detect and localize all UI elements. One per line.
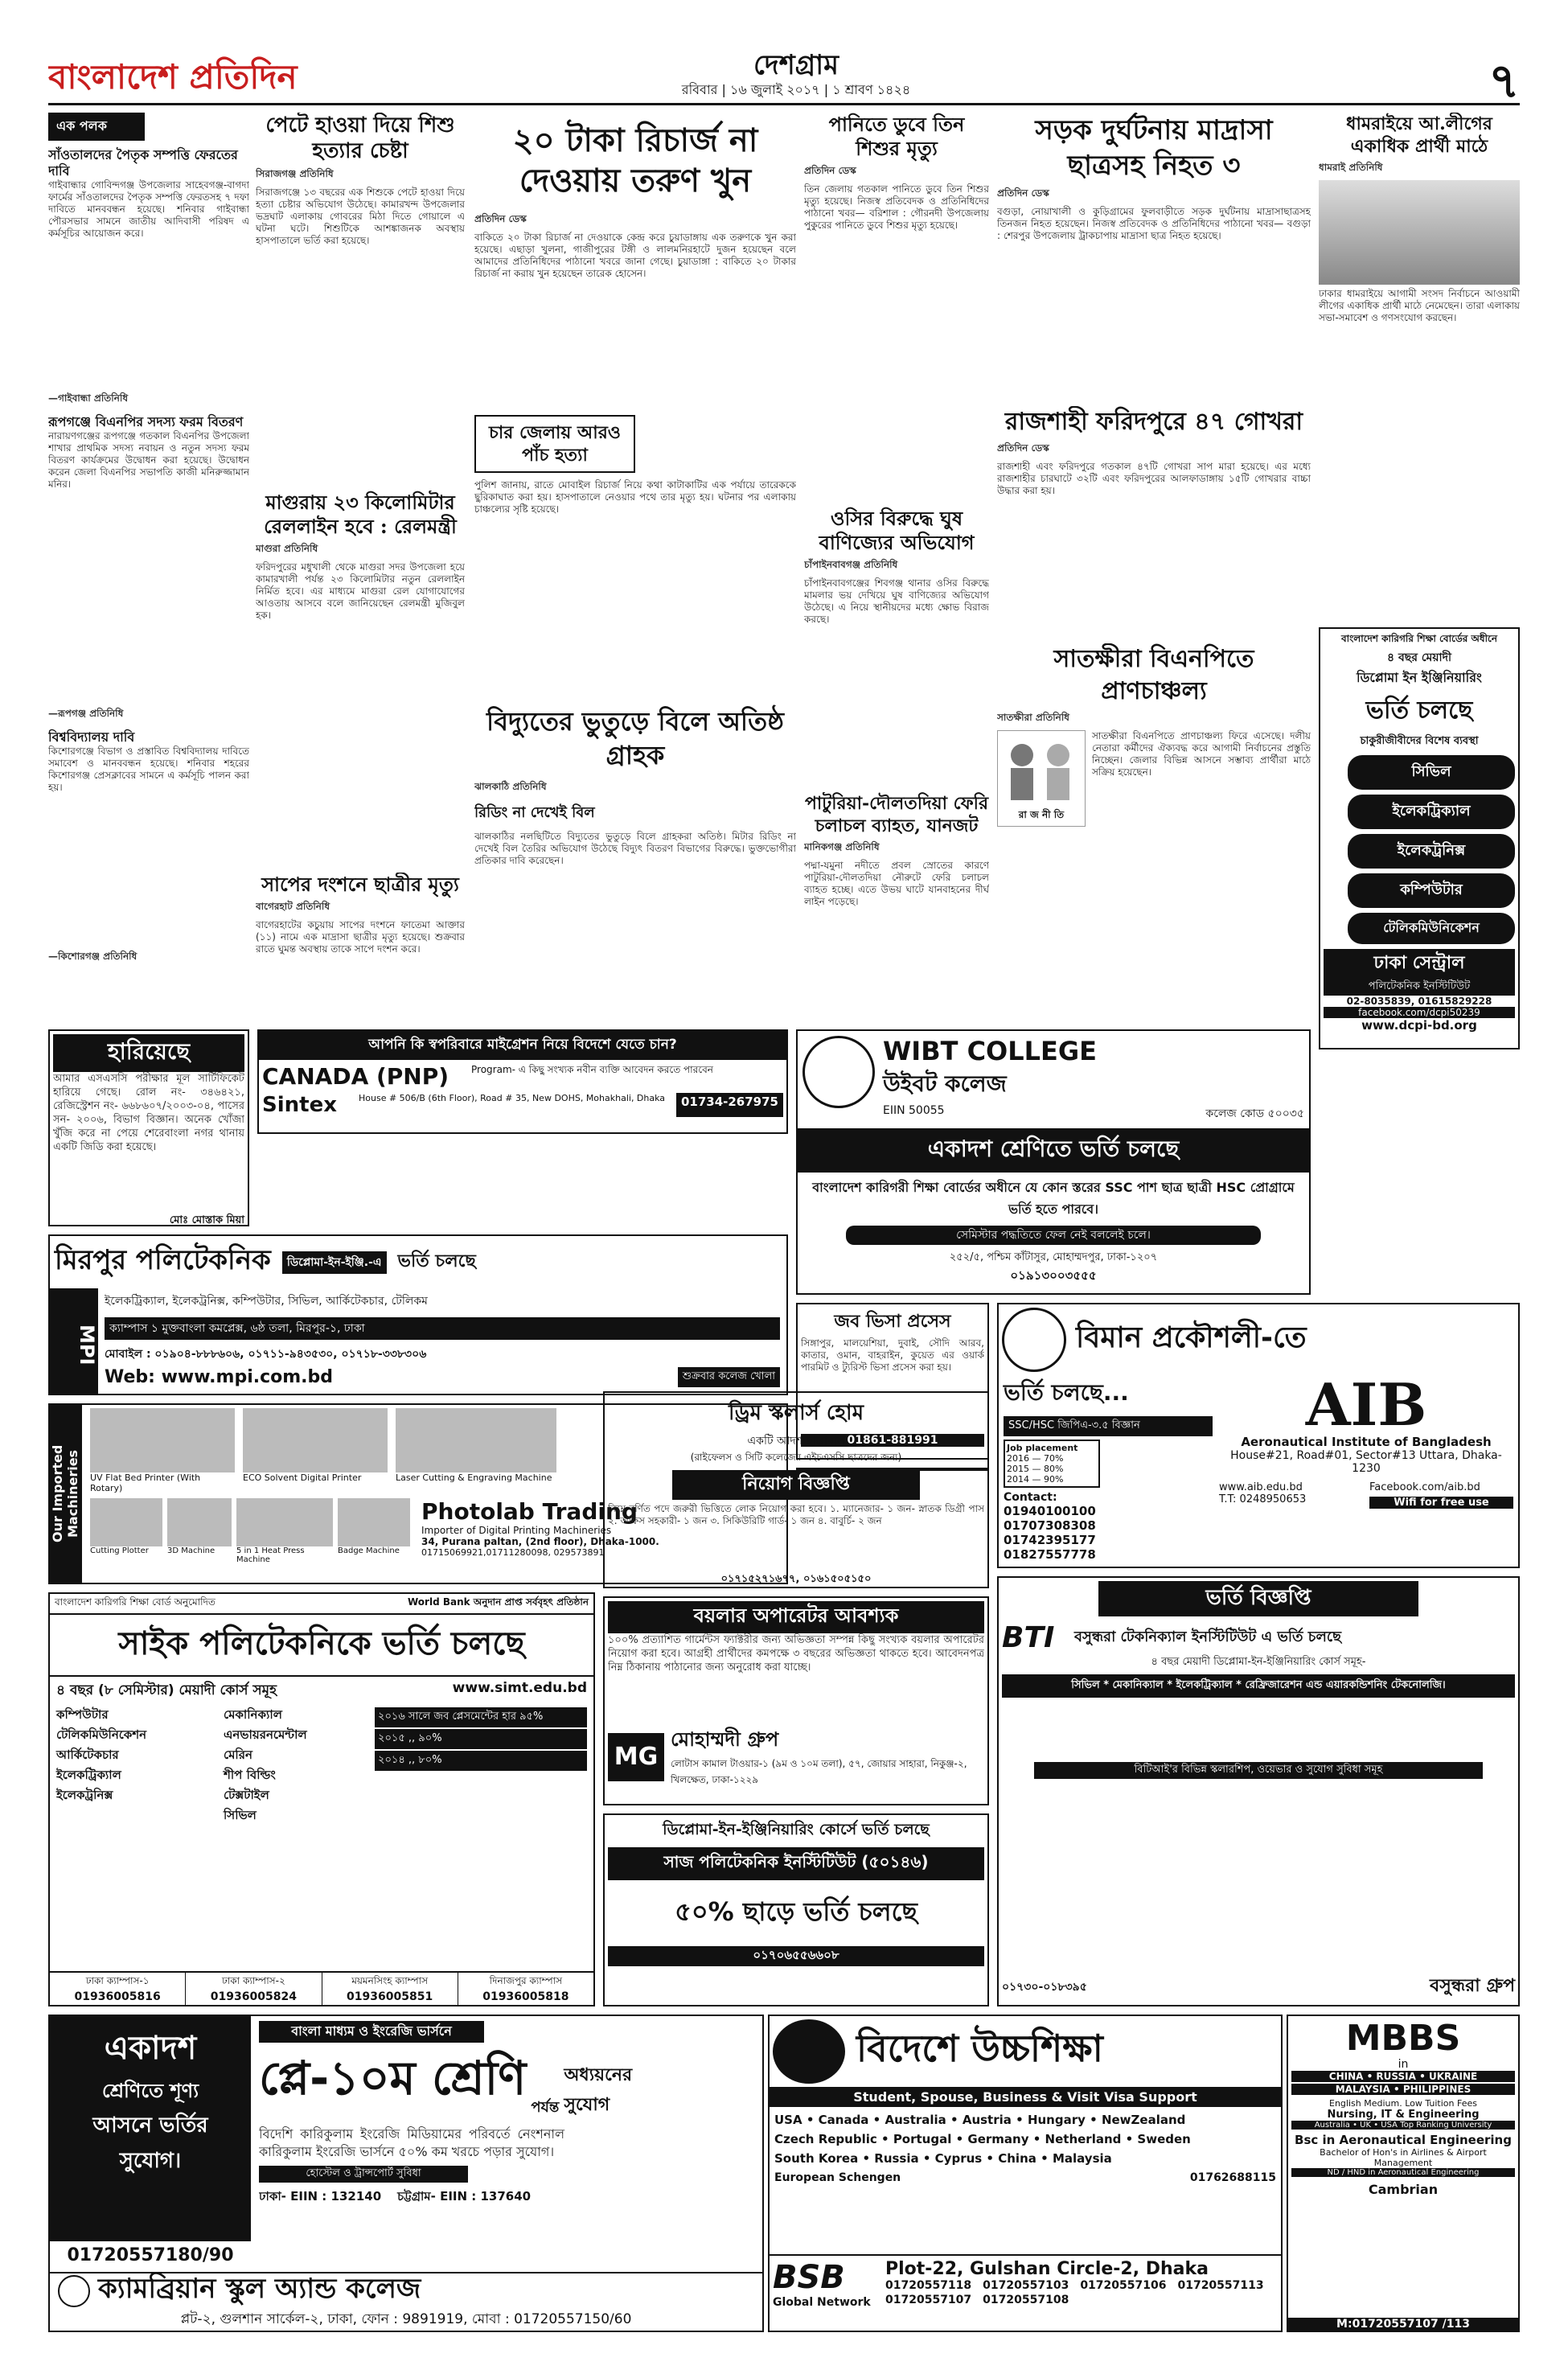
ad-photolab-m5: 3D Machine (167, 1546, 215, 1555)
ad-aib-addr: House#21, Road#01, Sector#13 Uttara, Dhaka-1230 (1230, 1449, 1502, 1475)
ad-mpi-note: শুক্রবার কলেজ খোলা (678, 1367, 780, 1387)
ad-photolab-m3: Laser Cutting & Engraving Machine (396, 1472, 552, 1483)
politics-label: রা জ নী তি (1018, 809, 1065, 820)
ad-mbbs[interactable] (1287, 2015, 1520, 2332)
ad-dream-home[interactable] (603, 1391, 989, 1588)
brief-by-1: —গাইবান্ধা প্রতিনিধি (48, 392, 129, 404)
ad-wibt[interactable] (796, 1029, 1311, 1295)
eco-printer-image (243, 1408, 388, 1472)
ad-bsb-phone-5[interactable]: 01720557107 (885, 2294, 972, 2306)
ad-bsb-country-13: Russia (874, 2151, 919, 2166)
ad-bsb-country-5: Hungary (1027, 2113, 1086, 2127)
brief-body-2: নারায়ণগঞ্জের রূপগঞ্জে গতকাল বিএনপির উপজেলা শাখার প্রাথমিক সদস্য নবায়ন ও নতুন সদস্য ফরম বিতরণ কার্যক্রমের উদ্বোধন করা হয়েছে। উদ্বোধন করেন জেলা বিএনপির সভাপতি কাজী মনিরুজ্জামান মনির। (48, 430, 249, 490)
ad-aib-phone-1[interactable]: 01940100100 (1004, 1504, 1096, 1518)
story-electric (474, 700, 796, 1017)
ad-simt-dept-8: মেরিন (224, 1748, 252, 1762)
ad-aib-contact: Contact: (1004, 1491, 1057, 1504)
story-dhamrai-headline: ধামরাইয়ে আ.লীগের একাধিক প্রার্থী মাঠে (1346, 113, 1492, 157)
ad-mbbs-phone[interactable]: M:01720557107 /113 (1288, 2318, 1518, 2331)
page-number: ৭ (1488, 53, 1520, 101)
aib-logo-icon (1002, 1308, 1066, 1372)
ad-dream-phone[interactable]: ০১৭১৫২৭১৬৭৭, ০১৬১৫০৫১৫০ (720, 1573, 872, 1585)
masthead (48, 44, 1520, 105)
story-lead (474, 113, 796, 688)
ad-wibt-body: বাংলাদেশ কারিগরী শিক্ষা বোর্ডের অধীনে যে কোন স্তরের SSC পাশ ছাত্র ছাত্রী HSC প্রোগ্রামে ভর্তি হতে পারবে। (812, 1180, 1295, 1217)
ad-photolab-m2: ECO Solvent Digital Printer (243, 1472, 362, 1483)
ad-simt-dept-6: মেকানিক্যাল (224, 1707, 282, 1722)
ad-mpi-name: মিরপুর পলিটেকনিক (55, 1244, 271, 1276)
ad-simt-top: বাংলাদেশ কারিগরি শিক্ষা বোর্ড অনুমোদিত (55, 1596, 215, 1608)
ad-aib-p3: 2014 — 90% (1007, 1474, 1064, 1485)
ad-cambrian[interactable] (48, 2015, 764, 2332)
ad-dcpi-top2: ৪ বছর মেয়াদী (1387, 651, 1451, 664)
story-rail-byline: মাগুরা প্রতিনিধি (256, 543, 318, 554)
ad-dream-sub2: (রাইফেলস ও সিটি কলেজের এইচএসসি ছাত্রদের জন্য) (690, 1452, 902, 1463)
ad-dcpi-item-2: ইলেকট্রিক্যাল (1348, 795, 1515, 829)
ad-simt-campus-2-tel[interactable]: 01936005824 (210, 1990, 297, 2003)
ad-mpi-tag: ভর্তি চলছে (397, 1251, 476, 1271)
ad-wibt-addr: ২৫২/৫, পশ্চিম কাঁটাসুর, মোহাম্মদপুর, ঢাকা-১২০৭ (949, 1251, 1158, 1263)
ad-canada-line1: আপনি কি স্বপরিবারে মাইগ্রেশন নিয়ে বিদেশে যেতে চান? (259, 1031, 786, 1060)
cambrian-logo-icon (58, 2275, 90, 2307)
story-lead-sub: চার জেলায় আরও পাঁচ হত্যা (474, 415, 635, 473)
story-satkhira-byline: সাতক্ষীরা প্রতিনিধি (997, 712, 1069, 723)
story-child (256, 113, 465, 483)
ad-photolab-m6: 5 in 1 Heat Press Machine (236, 1546, 305, 1564)
ad-simt-rate-2: ২০১৫ ,, ৯০% (375, 1729, 587, 1749)
dhamrai-photo (1319, 180, 1520, 285)
wibt-logo-icon (802, 1036, 875, 1108)
ad-mbbs-title: MBBS (1345, 2018, 1461, 2059)
ad-saj-title: ডিপ্লোমা-ইন-ইঞ্জিনিয়ারিং কোর্সে ভর্তি চলছে (663, 1821, 930, 1838)
ad-lost[interactable] (48, 1029, 249, 1226)
story-electric-sub: রিডিং না দেখেই বিল (474, 804, 595, 821)
brief-title-2: রূপগঞ্জে বিএনপির সদস্য ফরম বিতরণ (48, 414, 244, 429)
ad-aib[interactable] (997, 1303, 1520, 1568)
ad-saj-off: ৫০% ছাড়ে ভর্তি চলছে (675, 1896, 917, 1927)
story-snake-headline: রাজশাহী ফরিদপুরে ৪৭ গোখরা (1004, 408, 1303, 436)
ad-aib-fb[interactable]: Facebook.com/aib.bd (1369, 1481, 1480, 1493)
ad-cambrian-addr: প্লট-২, গুলশান সার্কেল-২, ঢাকা, ফোন : 9891919, মোবা : 01720557150/60 (180, 2311, 632, 2327)
ad-simt-dept-10: টেক্সটাইল (224, 1788, 269, 1802)
ad-mbbs-bsc: Bsc in Aeronautical Engineering (1295, 2133, 1512, 2147)
ad-bsb-phone-3[interactable]: 01720557106 (1080, 2279, 1167, 2292)
ad-cambrian-big: প্লে-১০ম শ্রেণি (259, 2051, 527, 2105)
ad-wibt-phone[interactable]: ০১৯১৩০০৩৫৫৫ (1010, 1268, 1097, 1283)
ad-bti-brand: BTI (1002, 1621, 1055, 1654)
story-ferry-headline: পাটুরিয়া-দৌলতদিয়া ফেরি চলাচল ব্যাহত, যানজট (804, 793, 989, 836)
ad-boiler-addr: লোটাস কামাল টাওয়ার-১ (৯ম ও ১০ম তলা), ৫৭, জোয়ার সাহারা, নিকুঞ্জ-২, খিলক্ষেত, ঢাকা-১২২৯ (671, 1758, 967, 1785)
brief-column (48, 113, 249, 1017)
story-ferry-body: পদ্মা-যমুনা নদীতে প্রবল স্রোতের কারণে পাটুরিয়া-দৌলতদিয়া নৌরুটে ফেরি চলাচল ব্যাহত হচ্ছে। এতে উভয় ঘাটে যানবাহনের দীর্ঘ লাইন পড়েছে। (804, 860, 989, 907)
story-drown-byline: প্রতিদিন ডেস্ক (804, 165, 856, 176)
story-dhamrai-byline: ধামরাই প্রতিনিধি (1319, 162, 1383, 173)
ad-mpi[interactable] (48, 1234, 788, 1395)
ad-cambrian-paryanta: পর্যন্ত (531, 2099, 560, 2116)
story-drown (804, 113, 989, 499)
ad-boiler-body: ১০০% প্রত্যাশিত গার্মেন্টস ফ্যাক্টরীর জন্য অভিজ্ঞতা সম্পন্ন কিছু সংখ্যক বয়লার অপারেটর নিয়োগ করা হবে। আগ্রহী প্রার্থীদের কমপক্ষে ৩ বছরের অভিজ্ঞতা থাকতে হবে। আবেদনপত্র নিম্ন ঠিকানায় পাঠানোর জন্য অনুরোধ করা যাচ্ছে। (608, 1634, 984, 1674)
ad-simt-dept-1: কম্পিউটার (56, 1707, 109, 1722)
story-electric-headline: বিদ্যুতের ভুতুড়ে বিলে অতিষ্ঠ গ্রাহক (486, 706, 784, 770)
ad-aib-phone-4[interactable]: 01827557778 (1004, 1547, 1096, 1562)
ad-boiler-company: মোহাম্মদী গ্রুপ (671, 1728, 779, 1751)
ad-mpi-phones[interactable]: মোবাইল : ০১৯০৪-৮৮৮৬০৬, ০১৭১১-৯৪৩৫৩০, ০১৭১৮-৩৩৮৩০৬ (105, 1348, 427, 1361)
ad-bsb-country-10: Netherland (1045, 2132, 1122, 2146)
brief-title-1: সাঁওতালদের পৈতৃক সম্পত্তি ফেরতের দাবি (48, 147, 238, 179)
ad-photolab-addr: 34, Purana paltan, (2nd floor), Dhaka-1000. (421, 1536, 659, 1547)
story-road-headline: সড়ক দুর্ঘটনায় মাদ্রাসা ছাত্রসহ নিহত ৩ (1035, 114, 1273, 182)
ad-simt-title: সাইক পলিটেকনিকে ভর্তি চলছে (50, 1613, 593, 1677)
ad-cambrian-phone[interactable]: 01720557180/90 (67, 2245, 234, 2265)
story-satkhira (997, 643, 1311, 1017)
ad-mbbs-bach: Bachelor of Hon's in Airlines & Airport Management (1320, 2147, 1487, 2168)
ad-aib-p2: 2015 — 80% (1007, 1464, 1064, 1474)
ad-bsb-country-1: USA (774, 2113, 802, 2127)
ad-bsb-hotline[interactable]: 01762688115 (1189, 2171, 1276, 2184)
story-satkhira-headline: সাতক্ষীরা বিএনপিতে প্রাণচাঞ্চল্য (1053, 645, 1254, 705)
brief-title-3: বিশ্ববিদ্যালয় দাবি (48, 729, 135, 745)
ad-simt-campus-1: ঢাকা ক্যাম্পাস-১ (85, 1975, 150, 1986)
ad-canada-phone[interactable]: 01734-267975 (676, 1093, 783, 1117)
ad-bsb-phone-4[interactable]: 01720557113 (1177, 2279, 1264, 2292)
ad-simt-top2: World Bank অনুদান প্রাপ্ত সর্ববৃহৎ প্রতিষ্ঠান (408, 1596, 589, 1608)
ad-canada[interactable] (257, 1029, 788, 1134)
ad-aib-elig: SSC/HSC জিপিএ-৩.৫ বিজ্ঞান (1004, 1416, 1213, 1436)
laser-machine-image (396, 1408, 556, 1472)
ad-lost-body: আমার এসএসসি পরীক্ষার মূল সার্টিফিকেট হারিয়ে গেছে। রোল নং- ৩৪৬৪২১, রেজিস্ট্রেশন নং- ৬৬৮৬০৭/২০০৩-০৪, পাসের সন- ২০০৬, বিভাগ বিজ্ঞান। অনেক খোঁজা খুঁজি করে না পেয়ে শেরেবাংলা নগর থানায় একটি জিডি করা হয়েছে। (53, 1073, 244, 1153)
ad-bsb-net: Global Network (773, 2296, 871, 2309)
mg-logo-icon: MG (608, 1733, 664, 1781)
ad-dcpi-adm: ভর্তি চলছে (1365, 696, 1473, 725)
ad-dream-title: ড্রিম স্কলার্স হোম (728, 1401, 864, 1425)
ad-mpi-code: ডিপ্লোমা-ইন-ইঞ্জি.-এ (282, 1251, 387, 1274)
story-lead-body2: পুলিশ জানায়, রাতে মোবাইল রিচার্জ নিয়ে কথা কাটাকাটির এক পর্যায়ে তারেককে ছুরিকাঘাত করা হয়। হাসপাতালে নেওয়ার পথে তার মৃত্যু হয়। ঘটনার পর এলাকায় চাঞ্চল্যের সৃষ্টি হয়েছে। (474, 479, 796, 515)
ad-simt[interactable] (48, 1592, 595, 2006)
ad-bti-note: বিটিআই'র বিভিন্ন স্কলারশিপ, ওয়েভার ও সুযোগ সুবিধা সমূহ (1034, 1762, 1483, 1779)
ad-mbbs-brand: Cambrian (1368, 2182, 1439, 2197)
ad-mbbs-f3: Australia • UK • USA Top Ranking University (1291, 2121, 1515, 2130)
ad-dcpi[interactable] (1319, 627, 1520, 1049)
ad-simt-campus-3: ময়মনসিংহ ক্যাম্পাস (351, 1975, 429, 1986)
story-child-headline: পেটে হাওয়া দিয়ে শিশু হত্যার চেষ্টা (265, 113, 455, 163)
ad-simt-campus-3-tel[interactable]: 01936005851 (347, 1990, 433, 2003)
ad-simt-campus-1-tel[interactable]: 01936005816 (74, 1990, 161, 2003)
ad-bsb-phone-1[interactable]: 01720557118 (885, 2279, 972, 2292)
ad-dcpi-item-3: ইলেকট্রনিক্স (1348, 834, 1515, 869)
ad-lost-title: হারিয়েছে (53, 1034, 244, 1072)
ad-photolab-sub: Importer of Digital Printing Machineries (421, 1525, 612, 1536)
ad-aib-web[interactable]: www.aib.edu.bd (1219, 1481, 1303, 1493)
story-snakebite-body: বাগেরহাটের কচুয়ায় সাপের দংশনে ফাতেমা আক্তার (১১) নামে এক মাদ্রাসা ছাত্রীর মৃত্যু হয়েছে। শুক্রবার রাতে ঘুমন্ত অবস্থায় তাকে সাপে দংশন করে। (256, 919, 465, 955)
ad-mbbs-f2: Nursing, IT & Engineering (1327, 2109, 1480, 2121)
ad-bti[interactable] (997, 1576, 1520, 2006)
ad-canada-line2: Program- এ কিছু সংখ্যক নবীন ব্যক্তি আবেদন করতে পারবেন (471, 1064, 713, 1075)
ad-aib-place: Job placement (1007, 1443, 1078, 1453)
story-dhamrai-body: ঢাকার ধামরাইয়ে আগামী সংসদ নির্বাচনে আওয়ামী লীগের একাধিক প্রার্থী মাঠে নেমেছেন। তারা এলাকায় সভা-সমাবেশ ও গণসংযোগ করছেন। (1319, 288, 1520, 323)
ad-bsb-country-14: Cyprus (934, 2151, 983, 2166)
ad-bsb-eu: European Schengen (774, 2171, 901, 2184)
ad-bsb-brand: BSB (773, 2259, 845, 2296)
ad-simt-campus-4-tel[interactable]: 01936005818 (482, 1990, 569, 2003)
ad-saj-name: সাজ পলিটেকনিক ইনস্টিটিউট (৫০১৪৬) (608, 1847, 984, 1880)
story-snake-body: রাজশাহী এবং ফরিদপুরে গতকাল ৪৭টি গোখরা সাপ মারা হয়েছে। এর মধ্যে রাজশাহীর চারঘাটে ৩২টি এবং ফরিদপুরের আলফাডাঙ্গায় ১৫টি গোখরার বাচ্চা উদ্ধার করা হয়। (997, 461, 1311, 496)
story-child-body: সিরাজগঞ্জে ১৩ বছরের এক শিশুকে পেটে হাওয়া দিয়ে হত্যা চেষ্টার অভিযোগ উঠেছে। কামারখন্দ উপজেলার ভদ্রঘাট এলাকায় গোবরের মিঠা দিতে গোয়ালে এ ঘটনা ঘটে। শিশুটিকে আশঙ্কাজনক অবস্থায় হাসপাতালে ভর্তি করা হয়েছে। (256, 187, 465, 246)
3d-machine-image (167, 1498, 232, 1546)
ad-simt-rate-1: ২০১৬ সালে জব প্লেসমেন্টের হার ৯৫% (375, 1707, 587, 1727)
story-lead-byline: প্রতিদিন ডেস্ক (474, 213, 527, 224)
ad-saj[interactable] (603, 1813, 989, 2006)
ad-wibt-eiin: EIIN 50055 (883, 1104, 945, 1117)
ad-dcpi-item-4: কম্পিউটার (1348, 873, 1515, 908)
story-road (997, 113, 1311, 402)
ad-bsb[interactable]: বিদেশে উচ্চশিক্ষা Student, Spouse, Business & Visit Visa Support USA • Canada • Australia • Austria • Hungary • NewZealand Czech Republic • Portugal • Germany • Netherland • Sweden South Korea • Russia • Cyprus • China • Malaysia European Schengen 01762688115 BSB Global Network Plot-22, Gulshan Circle-2, Dhaka 01720557118 01720557103 01720557106 01720557113 01720557107 01720557108 (768, 2015, 1283, 2332)
ad-wibt-note: সেমিস্টার পদ্ধতিতে ফেল নেই বললেই চলে। (846, 1226, 1261, 1245)
ad-cambrian-name: ক্যামব্রিয়ান স্কুল অ্যান্ড কলেজ (98, 2273, 421, 2305)
ad-aib-adm: ভর্তি চলছে... (1004, 1379, 1129, 1406)
masthead-section: দেশগ্রাম (753, 49, 839, 78)
story-electric-body: ঝালকাঠির নলছিটিতে বিদ্যুতের ভুতুড়ে বিলে গ্রাহকরা অতিষ্ঠ। মিটার রিডিং না দেখেই বিল তৈরির অভিযোগ উঠেছে বিদ্যুৎ বিতরণ বিভাগের বিরুদ্ধে। ভুক্তভোগীরা প্রতিকার দাবি করেছেন। (474, 831, 796, 866)
brief-tag: এক পলক (48, 113, 145, 141)
ad-bsb-phone-2[interactable]: 01720557103 (983, 2279, 1069, 2292)
ad-bti-title: ভর্তি বিজ্ঞপ্তি (1098, 1581, 1418, 1616)
story-bribe-body: চাঁপাইনবাবগঞ্জের শিবগঞ্জ থানার ওসির বিরুদ্ধে মামলার ভয় দেখিয়ে ঘুষ বাণিজ্যের অভিযোগ উঠেছে। এ নিয়ে স্থানীয়দের মধ্যে ক্ষোভ বিরাজ করছে। (804, 577, 989, 625)
ad-simt-course: ৪ বছর (৮ সেমিস্টার) মেয়াদী কোর্স সমূহ (56, 1682, 277, 1698)
ad-mbbs-c2: MALAYSIA • PHILIPPINES (1291, 2084, 1515, 2095)
ad-mbbs-c1: CHINA • RUSSIA • UKRAINE (1291, 2071, 1515, 2082)
brief-body-3: কিশোরগঞ্জে বিভাগ ও প্রস্তাবিত বিশ্ববিদ্যালয় দাবিতে সমাবেশ ও মানববন্ধন হয়েছে। শনিবার শহরের কিশোরগঞ্জ প্রেসক্লাবের সামনে এ কর্মসূচি পালন করা হয়। (48, 745, 249, 793)
heatpress-image (236, 1498, 333, 1546)
ad-wibt-bn: উইবট কলেজ (883, 1070, 1007, 1097)
ad-dcpi-fb[interactable]: facebook.com/dcpi50239 (1324, 1007, 1515, 1018)
ad-bsb-addr: Plot-22, Gulshan Circle-2, Dhaka (885, 2259, 1209, 2279)
ad-photolab-side: Our Imported Machineries (50, 1405, 82, 1583)
ad-cambrian-desc: বিদেশি কারিকুলাম ইংরেজি মিডিয়ামের পরিবর্তে নেংশনাল কারিকুলাম ইংরেজি ভার্সনে ৫০% কম খরচে পড়ার সুযোগ। (259, 2126, 564, 2159)
ad-bti-group: বসুন্ধরা গ্রুপ (1429, 1976, 1515, 1996)
politics-illustration (997, 730, 1086, 827)
ad-dcpi-phone[interactable]: 02-8035839, 01615829228 (1346, 996, 1492, 1007)
ad-photolab-m1: UV Flat Bed Printer (With Rotary) (90, 1472, 201, 1493)
ad-bsb-phone-6[interactable]: 01720557108 (983, 2294, 1069, 2306)
story-road-body: বগুড়া, নোয়াখালী ও কুড়িগ্রামের ফুলবাড়ীতে সড়ক দুর্ঘটনায় মাদ্রাসাছাত্রসহ তিনজন নিহত হয়েছেন। নিজস্ব প্রতিবেদক ও প্রতিনিধিদের পাঠানো খবর— বগুড়া : শেরপুর উপজেলায় ট্রাকচাপায় মাদ্রাসা ছাত্র নিহত হয়েছে। (997, 206, 1311, 241)
ad-mbbs-nd: ND / HND in Aeronautical Engineering (1291, 2168, 1515, 2177)
ad-canada-name: CANADA (PNP) (262, 1063, 449, 1090)
ad-bsb-country-7: Czech Republic (774, 2132, 877, 2146)
ad-bsb-country-12: South Korea (774, 2151, 859, 2166)
brief-by-3: —কিশোরগঞ্জ প্রতিনিধি (48, 951, 138, 962)
ad-jobvisa-body: সিঙ্গাপুর, মালয়েশিয়া, দুবাই, সৌদি আরব, কাতার, ওমান, বাহরাইন, কুয়েত এর ওয়ার্ক পারমিট ও ট্যুরিস্ট ভিসা প্রসেস করা হয়। (801, 1337, 984, 1373)
ad-aib-wifi: Wifi for free use (1369, 1497, 1513, 1509)
ad-canada-brand: Sintex (262, 1093, 337, 1117)
story-electric-byline: ঝালকাঠি প্রতিনিধি (474, 781, 547, 792)
ad-lost-sign: মোঃ মোস্তাক মিয়া (169, 1214, 244, 1226)
story-child-byline: সিরাজগঞ্জ প্রতিনিধি (256, 168, 334, 179)
ad-bti-name: বসুন্ধরা টেকনিক্যাল ইনস্টিটিউট এ ভর্তি চলছে (1074, 1629, 1342, 1645)
story-rail-headline: মাগুরায় ২৩ কিলোমিটার রেললাইন হবে : রেলমন্ত্রী (264, 491, 457, 538)
story-ferry (804, 792, 989, 1017)
ad-dream-niyog: নিয়োগ বিজ্ঞপ্তি (672, 1470, 920, 1500)
uv-printer-image (90, 1408, 235, 1472)
story-bribe-byline: চাঁপাইনবাবগঞ্জ প্রতিনিধি (804, 559, 898, 570)
ad-dream-sub: একটি আদর্শ ছাত্রাবাস (747, 1435, 845, 1448)
ad-mpi-addr: ক্যাম্পাস ১ মুক্তবাংলা কমপ্লেক্স, ৬ষ্ঠ তলা, মিরপুর-১, ঢাকা (105, 1317, 780, 1340)
bsb-badge-icon (773, 2019, 845, 2084)
ad-wibt-code: কলেজ কোড ৫০০৩৫ (1205, 1107, 1304, 1120)
ad-simt-dept-9: শীপ বিল্ডিং (224, 1768, 276, 1782)
ad-simt-dept-3: আর্কিটেকচার (56, 1748, 119, 1762)
story-lead-headline: ২০ টাকা রিচার্জ না দেওয়ায় তরুণ খুন (512, 121, 758, 199)
ad-photolab-m7: Badge Machine (338, 1546, 400, 1555)
ad-cambrian-left3: আসনে ভর্তির (92, 2113, 208, 2138)
story-satkhira-body: সাতক্ষীরা বিএনপিতে প্রাণচাঞ্চল্য ফিরে এসেছে। দলীয় নেতারা কর্মীদের ঐক্যবদ্ধ করে আগামী নির্বাচনের প্রস্তুতি নিচ্ছেন। জেলার বিভিন্ন আসনে সম্ভাব্য প্রার্থীরা মাঠে সক্রিয় হয়েছেন। (1092, 730, 1311, 778)
ad-bti-sub: ৪ বছর মেয়াদী ডিপ্লোমা-ইন-ইঞ্জিনিয়ারিং কোর্স সমূহ- (1151, 1656, 1366, 1668)
ad-bsb-country-4: Austria (962, 2113, 1012, 2127)
ad-wibt-adm: একাদশ শ্রেণিতে ভর্তি চলছে (798, 1128, 1309, 1173)
ad-cambrian-left4: সুযোগ। (119, 2149, 182, 2173)
ad-cambrian-lang: বাংলা মাধ্যম ও ইংরেজি ভার্সনে (259, 2021, 484, 2043)
brief-body-1: গাইবান্ধার গোবিন্দগঞ্জ উপজেলার সাহেবগঞ্জ-বাগদা ফার্মের সাঁওতালদের পৈতৃক সম্পত্তি ফেরতসহ ৭ দফা দাবিতে মানববন্ধন হয়েছে। শনিবার গাইবান্ধা পৌরসভার সামনে জাতীয় আদিবাসী পরিষদ এ কর্মসূচির আয়োজন করে। (48, 179, 249, 239)
ad-simt-campus-4: দিনাজপুর ক্যাম্পাস (489, 1975, 563, 1986)
ad-simt-dept-11: সিভিল (224, 1808, 257, 1822)
ad-dream-body: নিম্নে বর্ণিত পদে জরুরী ভিত্তিতে লোক নিয়োগ করা হবে। ১. ম্যানেজার- ১ জন- স্নাতক ডিগ্রী পাস ২. অফিস সহকারী- ১ জন ৩. সিকিউরিটি গার্ড- ১ জন ৪. বাবুর্চি- ২ জন (608, 1503, 984, 1526)
story-road-byline: প্রতিদিন ডেস্ক (997, 187, 1049, 199)
ad-boiler-title: বয়লার অপারেটর আবশ্যক (608, 1601, 984, 1633)
ad-aib-tel[interactable]: T.T: 0248950653 (1219, 1493, 1307, 1505)
story-snakebite-headline: সাপের দংশনে ছাত্রীর মৃত্যু (261, 873, 459, 896)
ad-boiler[interactable] (603, 1596, 989, 1805)
story-drown-headline: পানিতে ডুবে তিন শিশুর মৃত্যু (828, 113, 965, 160)
ad-aib-p1: 2016 — 70% (1007, 1453, 1064, 1464)
ad-mbbs-in: in (1398, 2058, 1409, 2071)
ad-bsb-country-11: Sweden (1137, 2132, 1191, 2146)
ad-bsb-country-2: Canada (818, 2113, 869, 2127)
ad-bsb-visa: Student, Spouse, Business & Visit Visa Support (770, 2087, 1281, 2107)
story-ferry-byline: মানিকগঞ্জ প্রতিনিধি (804, 841, 880, 852)
ad-aib-phone-3[interactable]: 01742395177 (1004, 1533, 1096, 1547)
ad-cambrian-hostel: হোস্টেল ও ট্রান্সপোর্ট সুবিধা (259, 2166, 468, 2183)
ad-photolab-name: Photolab Trading (421, 1498, 638, 1525)
ad-bti-courses: সিভিল * মেকানিক্যাল * ইলেকট্রিক্যাল * রেফ্রিজারেশন এন্ড এয়ারকন্ডিশনিং টেকনোলজি। (1002, 1674, 1515, 1698)
ad-simt-dept-7: এনভায়রনমেন্টাল (224, 1727, 307, 1742)
ad-dcpi-item-1: সিভিল (1348, 755, 1515, 790)
ad-mbbs-f1: English Medium. Low Tuition Fees (1329, 2098, 1477, 2109)
ad-cambrian-eiin1: ঢাকা- EIIN : 132140 (259, 2189, 382, 2204)
ad-dcpi-web[interactable]: www.dcpi-bd.org (1361, 1018, 1477, 1033)
story-snakebite-byline: বাগেরহাট প্রতিনিধি (256, 901, 330, 912)
ad-simt-dept-5: ইলেকট্রনিক্স (56, 1788, 113, 1802)
ad-dcpi-top: বাংলাদেশ কারিগরি শিক্ষা বোর্ডের অধীনে (1340, 633, 1498, 644)
ad-bsb-country-8: Portugal (893, 2132, 952, 2146)
story-rail (256, 491, 465, 756)
ad-simt-dept-4: ইলেকট্রিক্যাল (56, 1768, 121, 1782)
ad-saj-phone[interactable]: ০১৭০৬৫৫৬৬০৮ (608, 1946, 984, 1966)
story-snake (997, 406, 1311, 639)
ad-aib-phone-2[interactable]: 01707308308 (1004, 1518, 1096, 1533)
ad-cambrian-left2: শ্রেণিতে শূণ্য (101, 2080, 199, 2102)
ad-mpi-side: MPI (50, 1288, 98, 1395)
ad-bsb-country-16: Malaysia (1052, 2151, 1112, 2166)
story-drown-body: তিন জেলায় গতকাল পানিতে ডুবে তিন শিশুর মৃত্যু হয়েছে। নিজস্ব প্রতিবেদক ও প্রতিনিধিদের পাঠানো খবর— বরিশাল : গৌরনদী উপজেলায় পুকুরের পানিতে ডুবে শিশুর মৃত্যু হয়েছে। (804, 183, 989, 231)
ad-jobvisa-title: জব ভিসা প্রসেস (834, 1312, 951, 1332)
ad-bti-phone[interactable]: ০১৭৩০-০১৮৩৯৫ (1002, 1980, 1087, 1994)
ad-bsb-country-6: NewZealand (1101, 2113, 1186, 2127)
badge-machine-image (338, 1498, 410, 1546)
story-rail-body: ফরিদপুরের মধুখালী থেকে মাগুরা সদর উপজেলা হয়ে কামারখালী পর্যন্ত ২৩ কিলোমিটার নতুন রেললাইন নির্মিত হবে। এর মাধ্যমে মাগুরা রেল যোগাযোগের আওতায় আসবে বলে জানিয়েছেন রেলমন্ত্রী মুজিবুল হক। (256, 561, 465, 621)
ad-aib-title: বিমান প্রকৌশলী-তে (1076, 1321, 1307, 1354)
story-snake-byline: প্রতিদিন ডেস্ক (997, 442, 1049, 454)
ad-bsb-country-15: China (998, 2151, 1036, 2166)
plotter-image (90, 1498, 162, 1546)
ad-simt-campus-2: ঢাকা ক্যাম্পাস-২ (221, 1975, 285, 1986)
masthead-rule (48, 103, 1520, 105)
ad-dcpi-title: ডিপ্লোমা ইন ইঞ্জিনিয়ারিং (1357, 670, 1482, 685)
story-snakebite (256, 873, 465, 1017)
ad-simt-dept-2: টেলিকমিউনিকেশন (56, 1727, 147, 1742)
ad-aib-brand: AIB (1305, 1370, 1427, 1439)
ad-dcpi-name2: পলিটেকনিক ইনস্টিটিউট (1324, 979, 1515, 996)
ad-bsb-title: বিদেশে উচ্চশিক্ষা (856, 2027, 1103, 2070)
story-dhamrai (1319, 113, 1520, 623)
ad-jobvisa-phone[interactable]: 01861-881991 (801, 1434, 984, 1447)
story-bribe (804, 507, 989, 780)
ad-dcpi-name: ঢাকা সেন্ট্রাল (1324, 949, 1515, 979)
ad-dcpi-sub: চাকুরীজীবীদের বিশেষ ব্যবস্থা (1360, 735, 1479, 747)
ad-simt-web[interactable]: www.simt.edu.bd (452, 1680, 587, 1696)
ad-wibt-name: WIBT COLLEGE (883, 1036, 1098, 1066)
ad-bsb-country-9: Germany (967, 2132, 1029, 2146)
ad-canada-addr: House # 506/B (6th Floor), Road # 35, New DOHS, Mohakhali, Dhaka (359, 1093, 666, 1103)
brief-by-2: —রূপগঞ্জ প্রতিনিধি (48, 708, 124, 719)
ad-cambrian-suyog: অধ্যয়নের সুযোগ (564, 2065, 633, 2115)
story-bribe-headline: ওসির বিরুদ্ধে ঘুষ বাণিজ্যের অভিযোগ (819, 507, 975, 554)
ad-simt-rate-3: ২০১৪ ,, ৮০% (375, 1751, 587, 1771)
story-lead-body: বাকিতে ২০ টাকা রিচার্জ না দেওয়াকে কেন্দ্র করে চুয়াডাঙ্গায় এক তরুণকে খুন করা হয়েছে। এছাড়া খুলনা, গাজীপুরের টঙ্গী ও লালমনিরহাটে দুজন হয়েছেন বলে আমাদের প্রতিনিধিদের পাঠানো খবরে জানা গেছে। চুয়াডাঙ্গা : বাকিতে ২০ টাকার রিচার্জ না করায় খুন হয়েছেন তারেক হোসেন। (474, 232, 796, 279)
ad-mpi-courses: ইলেকট্রিক্যাল, ইলেকট্রনিক্স, কম্পিউটার, সিভিল, আর্কিটেকচার, টেলিকম (105, 1295, 428, 1308)
ad-bsb-country-3: Australia (885, 2113, 946, 2127)
ad-photolab-phone[interactable]: 01715069921,01711280098, 029573891 (421, 1547, 605, 1558)
ad-mpi-web[interactable]: Web: www.mpi.com.bd (105, 1367, 334, 1387)
ad-cambrian-left1: একাদশ (104, 2030, 197, 2067)
masthead-date: রবিবার | ১৬ জুলাই ২০১৭ | ১ শ্রাবণ ১৪২৪ (681, 82, 911, 97)
ad-aib-full: Aeronautical Institute of Bangladesh (1241, 1435, 1492, 1449)
ad-dcpi-item-5: টেলিকমিউনিকেশন (1348, 913, 1515, 944)
ad-photolab-m4: Cutting Plotter (90, 1546, 149, 1555)
ad-cambrian-eiin2: চট্টগ্রাম- EIIN : 137640 (397, 2189, 532, 2204)
masthead-brand[interactable]: বাংলাদেশ প্রতিদিন (48, 57, 298, 97)
